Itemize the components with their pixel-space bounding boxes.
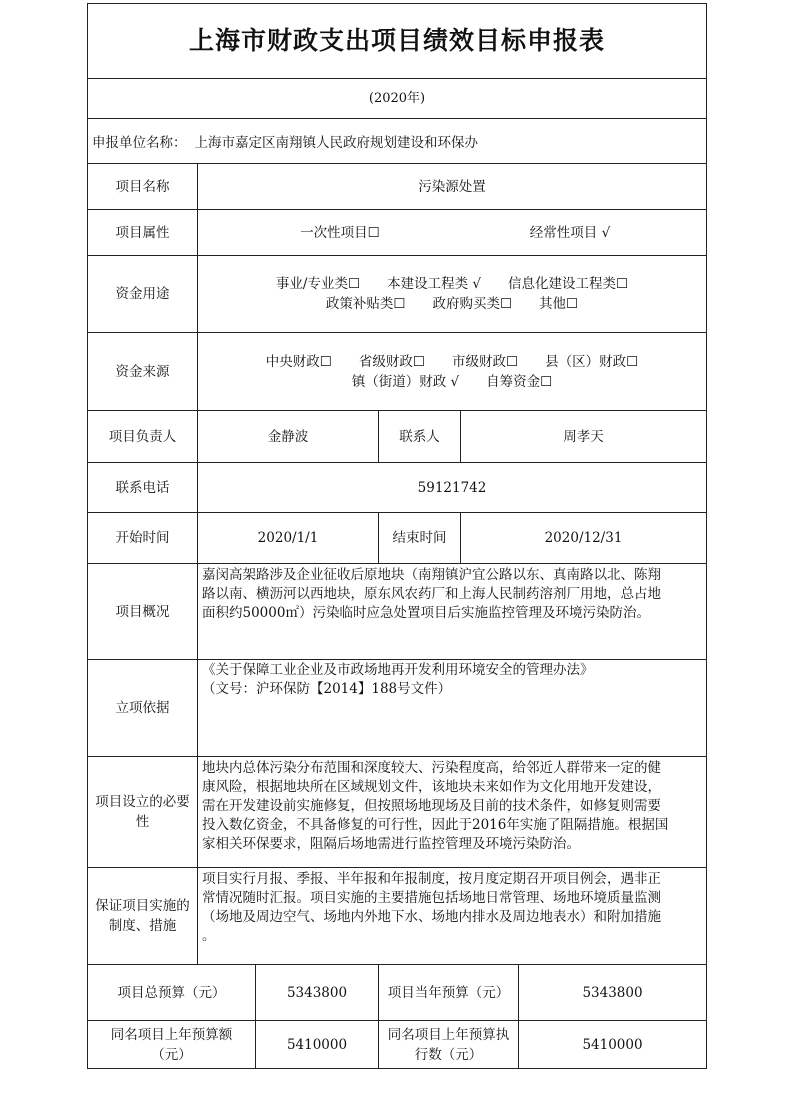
report-year: (2020年) <box>368 90 426 106</box>
applicant-row <box>88 119 706 163</box>
end-date-value: 2020/12/31 <box>544 530 623 546</box>
last-year-budget-label-line: （元） <box>151 1046 192 1063</box>
applicant-value: 上海市嘉定区南翔镇人民政府规划建设和环保办 <box>194 135 478 151</box>
necessity-label-line: 项目设立的必要 <box>95 794 190 810</box>
project-attr-label: 项目属性 <box>115 224 170 241</box>
applicant-label: 申报单位名称： <box>92 135 187 151</box>
project-attr-option-recurring: 经常性项目 √ <box>529 224 611 241</box>
fund-source-options <box>198 333 706 410</box>
last-year-exec-value: 5410000 <box>582 1036 643 1053</box>
phone-label: 联系电话 <box>115 479 170 496</box>
necessity-line: 康风险，根据地块所在区域规划文件，该地块未来如作为文化用地开发建设， <box>202 779 661 795</box>
fund-source-line-1: 中央财政☐ 省级财政☐ 市级财政☐ 县（区）财政☐ <box>265 353 639 370</box>
border-bottom <box>87 1068 707 1069</box>
last-year-budget-label-line: 同名项目上年预算额 <box>110 1026 233 1043</box>
year-budget-value: 5343800 <box>582 984 643 1001</box>
overview-line: 面积约50000㎡）污染临时应急处置项目后实施监控管理及环境污染防治。 <box>202 605 650 621</box>
project-attr-option-onetime: 一次性项目☐ <box>300 224 380 241</box>
page-title: 上海市财政支出项目绩效目标申报表 <box>188 26 605 55</box>
fund-source-label: 资金来源 <box>115 363 170 380</box>
fund-use-options <box>198 256 706 332</box>
necessity-line: 需在开发建设前实施修复，但按照场地现场及目前的技术条件，如修复则需要 <box>202 798 661 814</box>
guarantee-text <box>198 870 706 963</box>
basis-text <box>198 661 706 755</box>
contact-label: 联系人 <box>399 428 440 445</box>
project-name-label: 项目名称 <box>115 178 170 195</box>
border-right <box>706 3 707 1069</box>
leader-label: 项目负责人 <box>108 428 177 445</box>
guarantee-line: 常情况随时汇报。项目实施的主要措施包括场地日常管理、场地环境质量监测 <box>202 890 661 906</box>
necessity-line: 投入数亿资金，不具备修复的可行性，因此于2016年实施了阻隔措施。根据国 <box>202 817 669 833</box>
guarantee-label <box>88 868 197 964</box>
guarantee-label-line: 制度、措施 <box>108 918 177 934</box>
basis-line: （文号：沪环保防【2014】188号文件） <box>202 681 452 697</box>
start-date-label: 开始时间 <box>115 530 170 546</box>
necessity-line: 家相关环保要求，阻隔后场地需进行监控管理及环境污染防治。 <box>202 836 580 852</box>
overview-line: 嘉闵高架路涉及企业征收后原地块（南翔镇沪宜公路以东、真南路以北、陈翔 <box>202 567 661 583</box>
last-year-exec-label-line: 同名项目上年预算执 <box>387 1026 510 1043</box>
overview-label: 项目概况 <box>115 603 170 620</box>
necessity-label-line: 性 <box>135 814 150 830</box>
guarantee-line: （场地及周边空气、场地内外地下水、场地内排水及周边地表水）和附加措施 <box>202 909 661 925</box>
year-budget-label: 项目当年预算（元） <box>387 984 510 1001</box>
guarantee-line: 项目实行月报、季报、半年报和年报制度，按月度定期召开项目例会，遇非正 <box>202 871 661 887</box>
last-year-budget-label <box>88 1021 255 1068</box>
total-budget-value: 5343800 <box>286 984 348 1001</box>
necessity-line: 地块内总体污染分布范围和深度较大、污染程度高，给邻近人群带来一定的健 <box>202 760 661 776</box>
fund-use-line-2: 政策补贴类☐ 政府购买类☐ 其他☐ <box>325 296 579 312</box>
fund-source-line-2: 镇（街道）财政 √ 自筹资金☐ <box>351 373 553 390</box>
last-year-exec-label <box>379 1021 518 1068</box>
contact-value: 周孝天 <box>563 428 604 445</box>
last-year-budget-value: 5410000 <box>286 1036 348 1053</box>
necessity-label <box>88 757 197 867</box>
guarantee-label-line: 保证项目实施的 <box>95 898 190 914</box>
overview-line: 路以南、横沥河以西地块，原东风农药厂和上海人民制药溶剂厂用地，总占地 <box>202 586 661 602</box>
project-name-value: 污染源处置 <box>418 178 486 195</box>
basis-line: 《关于保障工业企业及市政场地再开发利用环境安全的管理办法》 <box>202 662 594 678</box>
fund-use-label: 资金用途 <box>115 286 170 302</box>
start-date-value: 2020/1/1 <box>257 530 319 546</box>
leader-value: 金静波 <box>267 428 309 445</box>
end-date-label: 结束时间 <box>392 530 447 546</box>
basis-label: 立项依据 <box>115 700 170 716</box>
last-year-exec-label-line: 行数（元） <box>414 1046 483 1063</box>
fund-use-line-1: 事业/专业类☐ 本建设工程类 √ 信息化建设工程类☐ <box>275 276 629 292</box>
phone-value: 59121742 <box>417 479 487 496</box>
guarantee-line: 。 <box>202 928 216 944</box>
total-budget-label: 项目总预算（元） <box>117 984 226 1001</box>
necessity-text <box>198 759 706 866</box>
overview-text <box>198 566 706 658</box>
